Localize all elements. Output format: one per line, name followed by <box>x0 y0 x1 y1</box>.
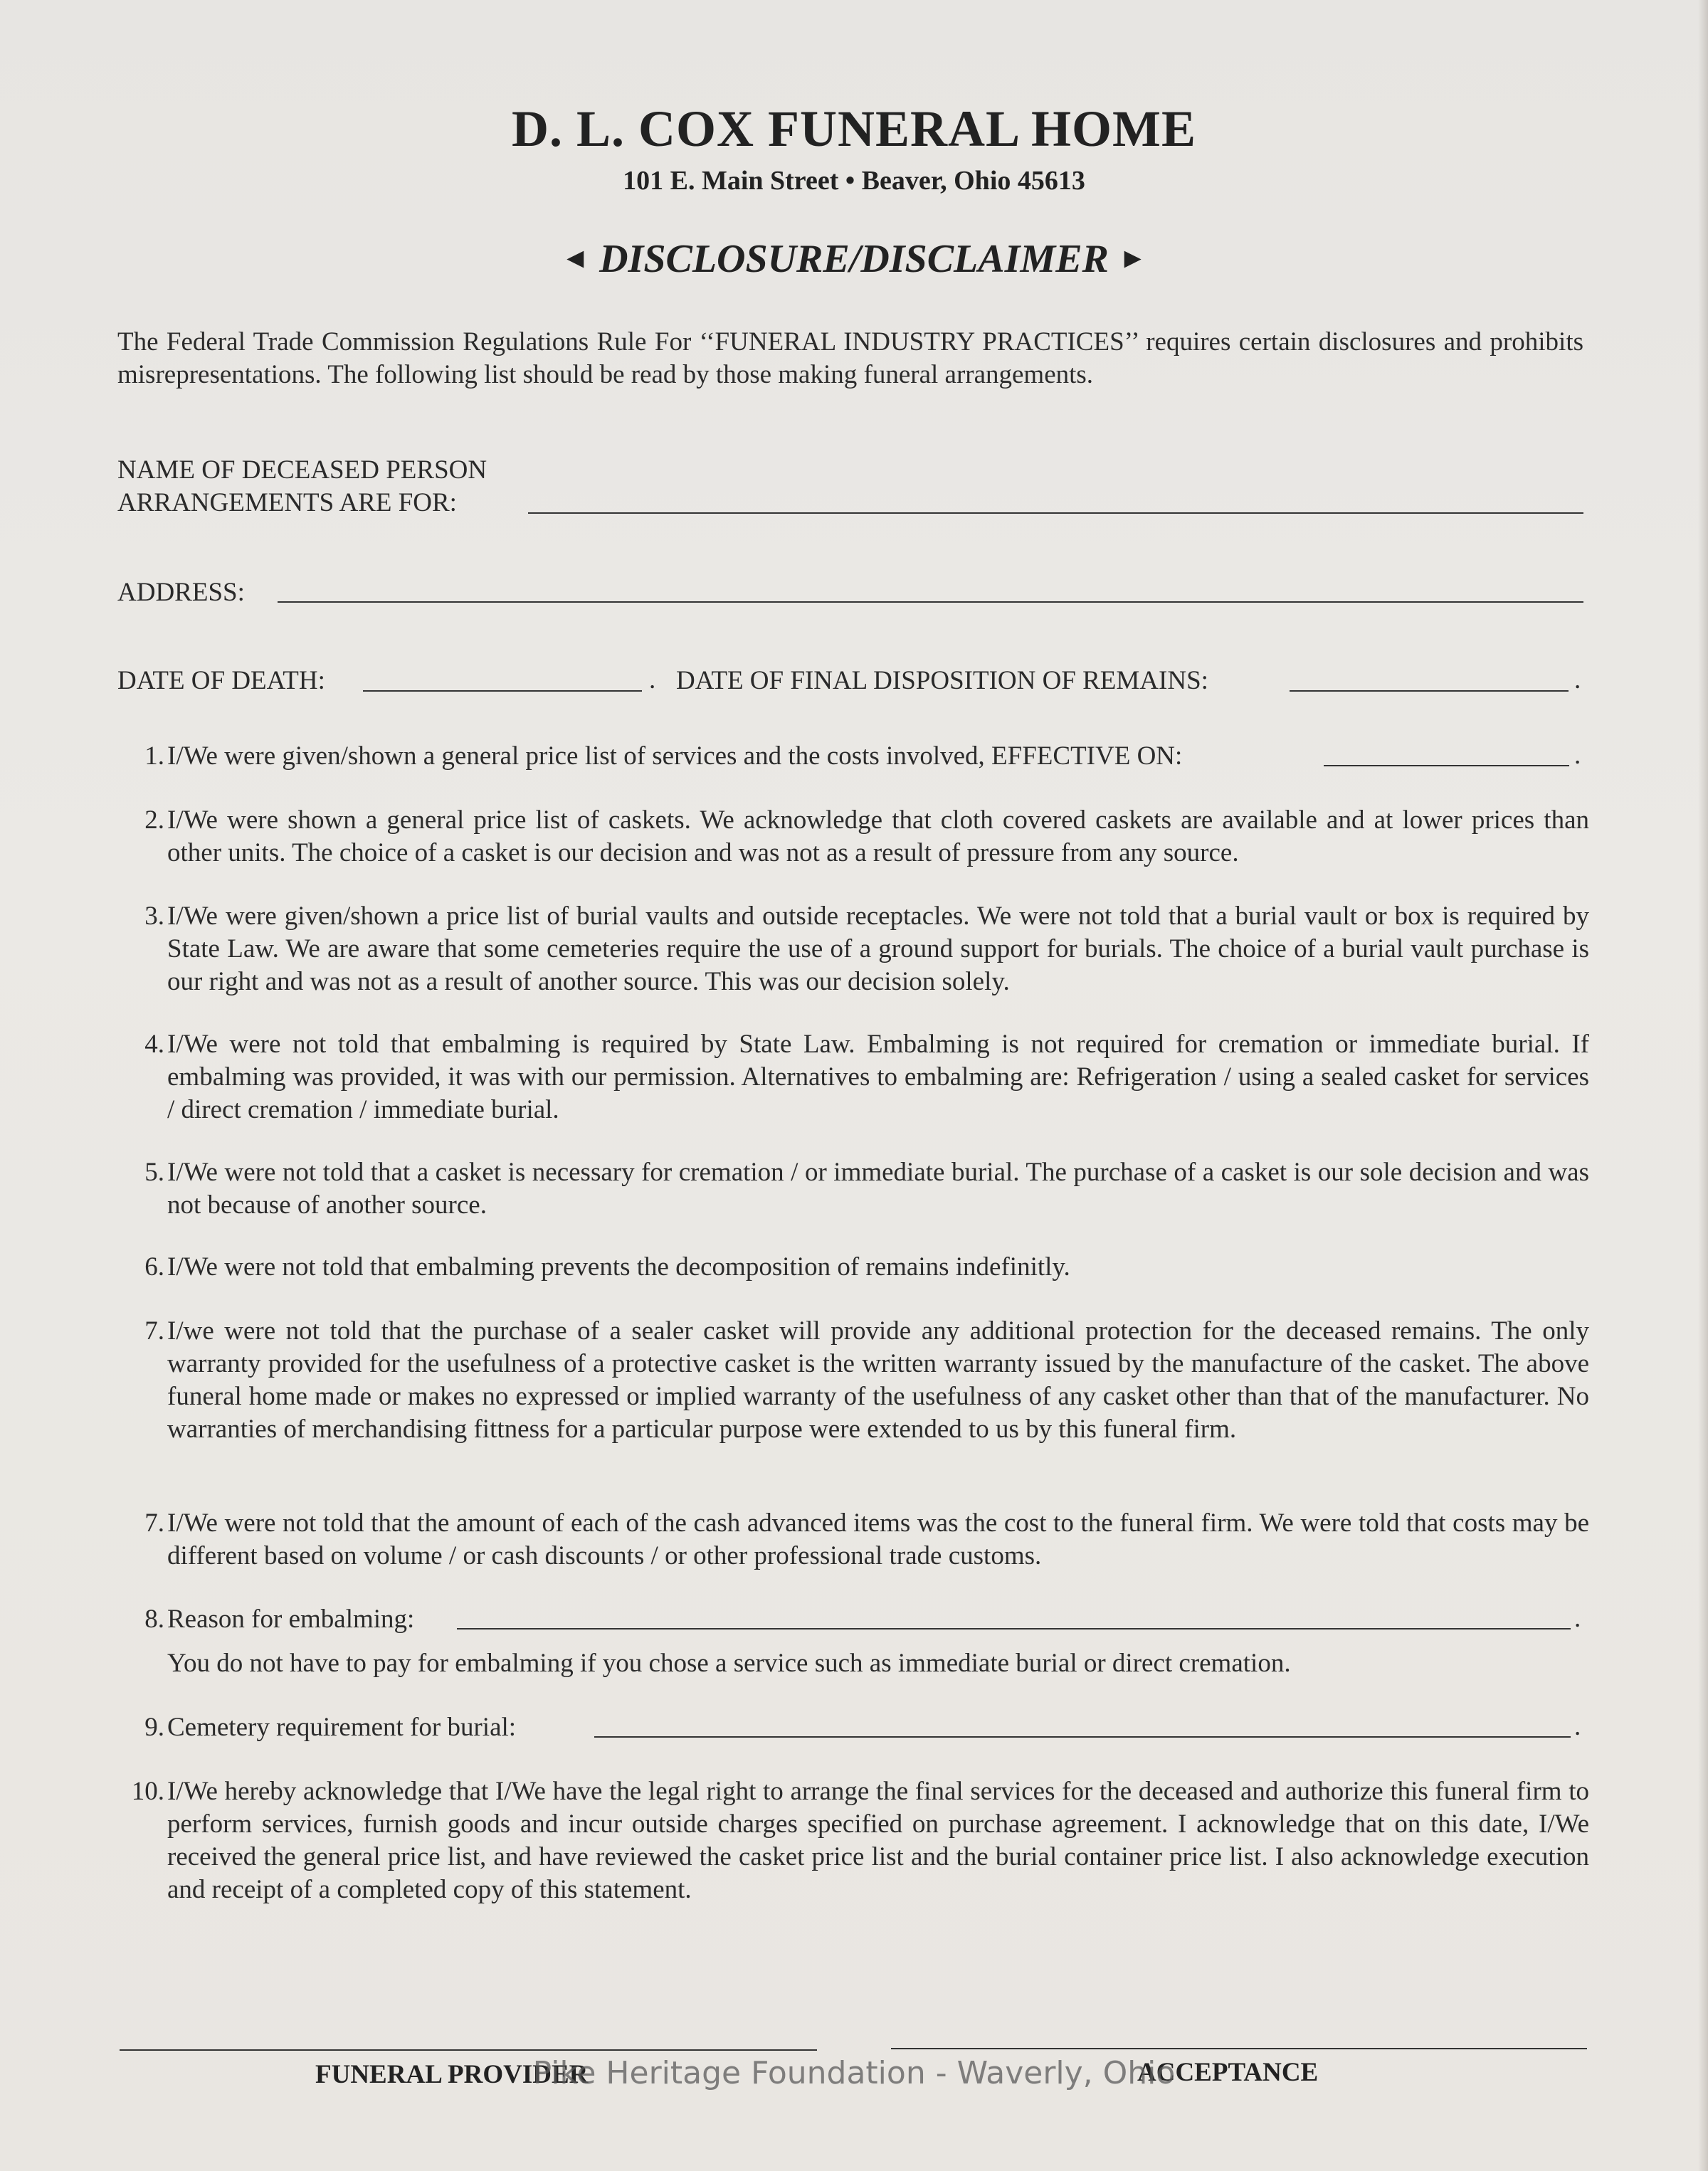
list-item-text <box>167 740 1589 773</box>
list-item <box>117 804 1589 870</box>
acceptance-signature-line[interactable] <box>891 2048 1587 2049</box>
list-item-text: I/We hereby acknowledge that I/We have the legal right to arrange the final services for the deceased and authorize this funeral firm to perform services, furnish goods and incur outside charges specified on purchase agreement. I acknowledge that on this date, I/We received the general price list, and have reviewed the casket price list and the burial container price list. I also acknowledge execution and receipt of a completed copy of this statement. <box>167 1777 1589 1904</box>
list-item <box>117 1507 1589 1573</box>
list-item <box>117 900 1589 998</box>
list-item-number: 10. <box>131 1777 164 1806</box>
date-of-death-input-line[interactable] <box>363 690 642 692</box>
final-disposition-input-line[interactable] <box>1290 690 1569 692</box>
list-item-text <box>167 1603 1589 1636</box>
dot-separator: . <box>649 665 656 694</box>
list-item-text <box>167 1711 1589 1744</box>
paper-edge-shadow <box>1698 0 1708 2171</box>
list-item-number: 7. <box>144 1509 164 1538</box>
name-label-line-1: NAME OF DECEASED PERSON <box>117 455 487 485</box>
list-item-text: I/We were not told that embalming is required by State Law. Embalming is not required for cremation or immediate burial. If embalming was provided, it was with our permission. Alternatives to embalming are: Refrigeration / using a sealed casket for services / direct cremation / immediate burial. <box>167 1030 1589 1124</box>
list-item <box>117 1156 1589 1222</box>
name-label-line-2: ARRANGEMENTS ARE FOR: <box>117 488 457 517</box>
funeral-provider-signature-line[interactable] <box>120 2049 817 2051</box>
list-item-number: 1. <box>144 741 164 771</box>
list-item-number: 8. <box>144 1605 164 1634</box>
list-item-text: I/We were shown a general price list of caskets. We acknowledge that cloth covered caskets are available and at lower prices than other units. The choice of a casket is our decision and was not as a result of pressure from any source. <box>167 805 1589 867</box>
final-disposition-label: DATE OF FINAL DISPOSITION OF REMAINS: <box>676 666 1208 695</box>
list-item-number: 6. <box>144 1252 164 1282</box>
effective-on-input-line[interactable] <box>1324 765 1569 766</box>
list-item-number: 9. <box>144 1713 164 1742</box>
list-item <box>117 740 1589 773</box>
list-item-text: I/We were not told that a casket is necessary for cremation / or immediate burial. The purchase of a casket is our sole decision and was not because of another source. <box>167 1158 1589 1220</box>
dot-separator: . <box>1574 665 1581 694</box>
subtitle-text: DISCLOSURE/DISCLAIMER <box>599 237 1109 281</box>
list-item-text: I/We were not told that embalming prevents the decomposition of remains indefinitly. <box>167 1252 1070 1282</box>
embalming-reason-input-line[interactable] <box>457 1628 1571 1629</box>
cemetery-requirement-input-line[interactable] <box>594 1736 1571 1738</box>
name-input-line[interactable] <box>528 512 1583 514</box>
dot-separator: . <box>1574 1712 1581 1741</box>
embalming-note <box>117 1647 1589 1680</box>
address-label: ADDRESS: <box>117 578 245 607</box>
date-of-death-label: DATE OF DEATH: <box>117 666 325 695</box>
right-arrow-icon: ► <box>1118 242 1147 274</box>
funeral-home-title: D. L. COX FUNERAL HOME <box>511 100 1197 157</box>
list-item-text: I/We were given/shown a price list of burial vaults and outside receptacles. We were not told that a burial vault or box is required by State Law. We are aware that some cemeteries require the use of a ground support for burials. The choice of a burial vault purchase is our right and was not as a result of another source. This was our decision solely. <box>167 902 1589 996</box>
item-text: Reason for embalming: <box>167 1605 415 1634</box>
intro-paragraph: The Federal Trade Commission Regulations Rule For ‘‘FUNERAL INDUSTRY PRACTICES’’ requires certain disclosures and prohibits misrepresentations. The following list should be read by those making funeral arrangements. <box>117 327 1583 389</box>
embalming-note-text: You do not have to pay for embalming if you chose a service such as immediate burial or direct cremation. <box>167 1649 1291 1678</box>
list-item <box>117 1775 1589 1906</box>
document-subtitle <box>0 236 1708 282</box>
list-item-number: 4. <box>144 1030 164 1059</box>
list-item <box>117 1603 1589 1636</box>
item-text: Cemetery requirement for burial: <box>167 1713 517 1742</box>
watermark: Pike Heritage Foundation - Waverly, Ohio <box>532 2055 1176 2091</box>
funeral-home-address: 101 E. Main Street • Beaver, Ohio 45613 <box>623 166 1085 196</box>
funeral-provider-label: FUNERAL PROVIDER <box>315 2060 589 2089</box>
list-item-text: I/we were not told that the purchase of a sealer casket will provide any additional protection for the deceased remains. The only warranty provided for the usefulness of a protective casket is the written warranty issued by the manufacture of the casket. The above funeral home made or makes no expressed or implied warranty of the usefulness of any casket other than that of the manufacturer. No warranties of merchandising fittness for a particular purpose were extended to us by this funeral firm. <box>167 1316 1589 1444</box>
list-item <box>117 1315 1589 1446</box>
left-arrow-icon: ◄ <box>561 242 590 274</box>
list-item-number: 3. <box>144 902 164 931</box>
list-item <box>117 1251 1589 1284</box>
list-item-number: 7. <box>144 1316 164 1346</box>
address-input-line[interactable] <box>278 601 1583 603</box>
list-item <box>117 1028 1589 1126</box>
dot-separator: . <box>1574 1604 1581 1633</box>
list-item-number: 5. <box>144 1158 164 1187</box>
acceptance-label: ACCEPTANCE <box>1137 2058 1319 2087</box>
list-item-number: 2. <box>144 805 164 835</box>
list-item <box>117 1711 1589 1744</box>
dot-separator: . <box>1574 741 1581 770</box>
list-item-text: I/We were not told that the amount of each of the cash advanced items was the cost to the funeral firm. We were told that costs may be different based on volume / or cash discounts / or other professional trade customs. <box>167 1509 1589 1570</box>
item-text: I/We were given/shown a general price list of services and the costs involved, EFFECTIVE ON: <box>167 741 1183 771</box>
